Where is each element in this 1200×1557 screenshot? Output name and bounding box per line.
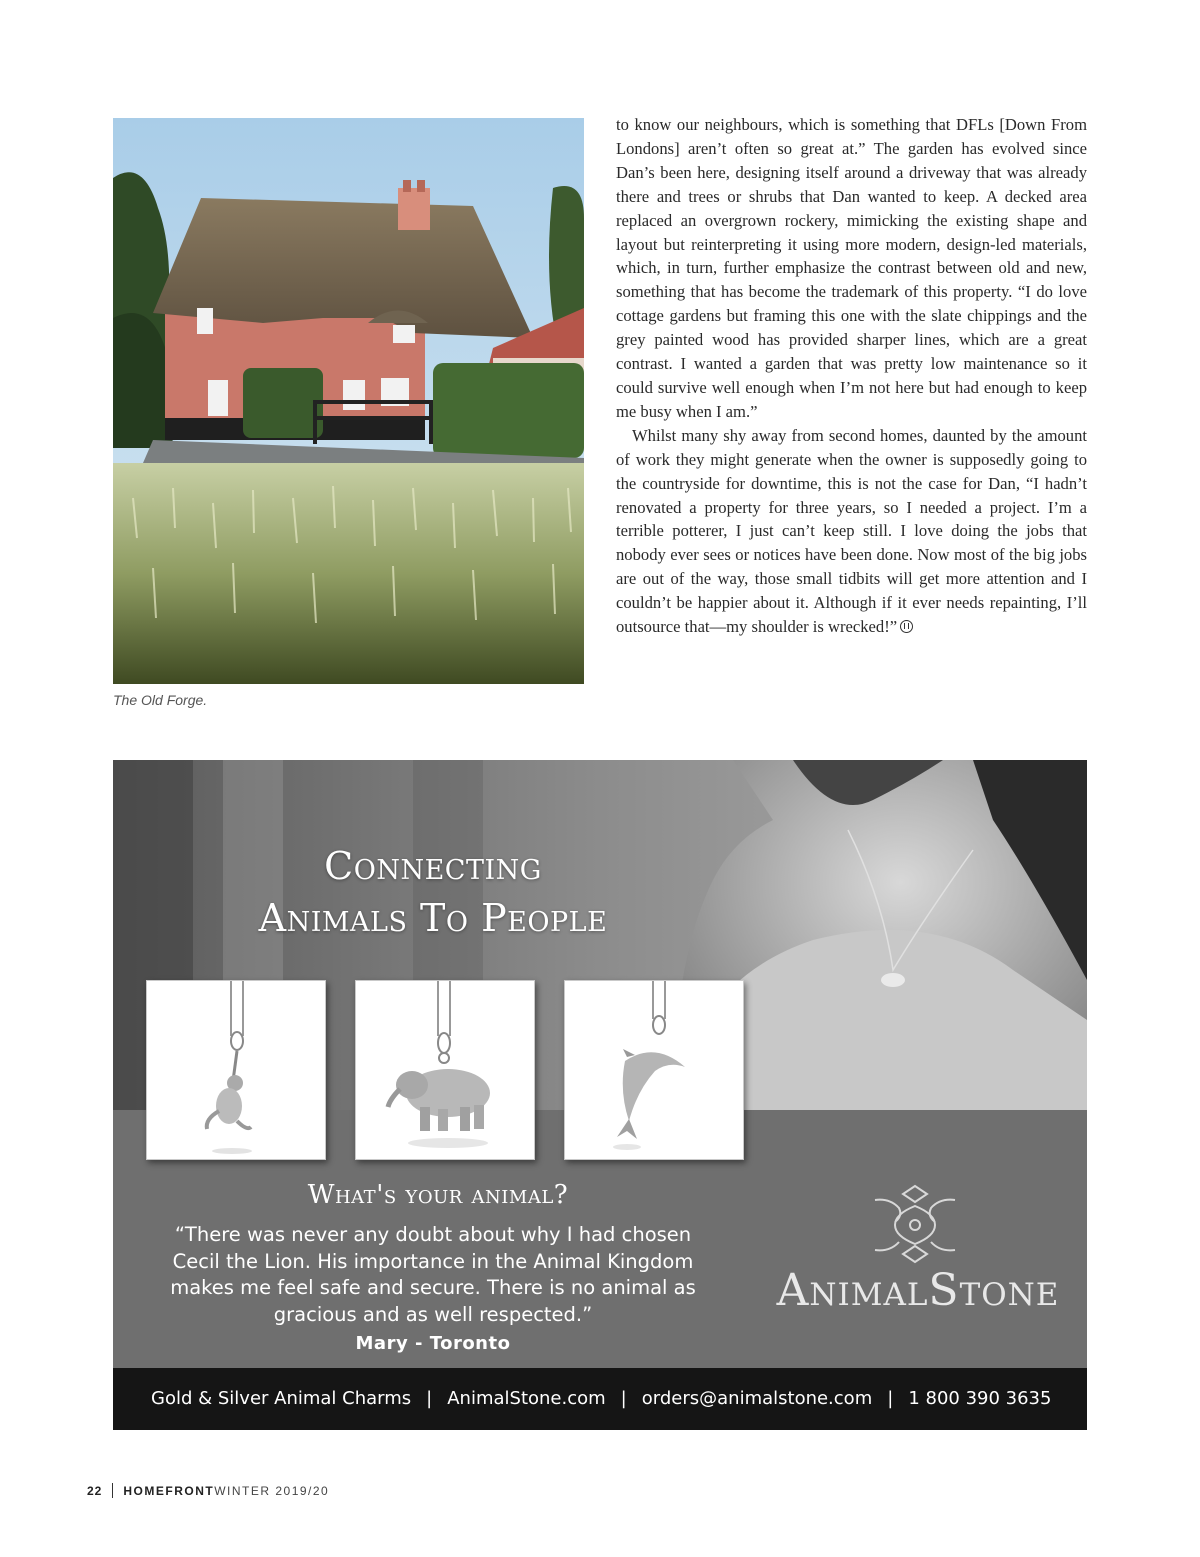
- ad-website-link[interactable]: AnimalStone.com: [447, 1388, 606, 1409]
- animalstone-advertisement: [113, 760, 1087, 1430]
- separator: |: [426, 1388, 433, 1409]
- ad-contact-bar: [113, 1368, 1087, 1430]
- article-paragraph: [616, 424, 1087, 639]
- article-body: [616, 113, 1087, 639]
- quote-line: gracious and as well respected.”: [273, 1302, 593, 1326]
- ad-headline: [113, 840, 753, 944]
- dolphin-charm-icon: [564, 980, 744, 1160]
- ad-contact-line: [151, 1388, 1051, 1409]
- ad-testimonial: [153, 1222, 713, 1328]
- monkey-charm-icon: [146, 980, 326, 1160]
- ad-headline-line-2: Animals To People: [258, 896, 608, 940]
- ad-phone-number[interactable]: 1 800 390 3635: [908, 1388, 1052, 1409]
- quote-line: “There was never any doubt about why I had chosen: [174, 1223, 692, 1246]
- ad-question: What's your animal?: [307, 1180, 569, 1210]
- footer-divider: [112, 1483, 113, 1498]
- page-footer: [87, 1483, 329, 1498]
- photo-caption: The Old Forge.: [113, 692, 208, 708]
- article-paragraph: to know our neighbours, which is something that DFLs [Down From Londons] aren’t often so great at.” The garden has evolved since Dan’s been here, designing itself around a driveway that was already there and trees or shrubs that Dan wanted to keep. A decked area replaced an overgrown rockery, mimicking the existing shape and layout but reinterpreting it using more modern, design-led materials, which, in turn, further emphasize the contrast between old and new, something that has become the trademark of this property. “I do love cottage gardens but framing this one with the slate chippings and the grey painted wood has provided sharper lines, which are a great contrast. I wanted a garden that was pretty low maintenance so it could survive well enough when I’m not here but had enough to keep me busy when I am.”: [616, 115, 1087, 421]
- magazine-name: HOMEFRONT: [123, 1484, 215, 1498]
- elephant-charm-icon: [355, 980, 535, 1160]
- ad-tagline: Gold & Silver Animal Charms: [151, 1388, 412, 1409]
- issue-label: WINTER 2019/20: [214, 1484, 330, 1498]
- testimonial-attribution: Mary - Toronto: [355, 1333, 511, 1354]
- quote-line: makes me feel safe and secure. There is no animal as: [170, 1276, 696, 1299]
- animalstone-emblem-icon: [865, 1180, 965, 1270]
- ad-email-link[interactable]: orders@animalstone.com: [641, 1388, 873, 1409]
- ad-headline-line-1: Connecting: [324, 844, 542, 888]
- homefront-end-mark-icon: [900, 620, 913, 633]
- quote-line: Cecil the Lion. His importance in the Animal Kingdom: [172, 1249, 694, 1273]
- separator: |: [887, 1388, 894, 1409]
- animalstone-logo: AnimalStone: [776, 1265, 1060, 1316]
- article-paragraph-text: Whilst many shy away from second homes, daunted by the amount of work they might generate when the owner is supposedly going to the countryside for downtime, this is not the case for Dan, “I hadn’t renovated a property for three years, so I needed a project. I’m a terrible potterer, I just can’t keep still. I love doing the jobs that nobody ever sees or notices have been done. Now most of the big jobs are out of the way, those small tidbits will get more attention and I couldn’t be happier about it. Although if it ever needs repainting, I’ll outsource that—my shoulder is wrecked!”: [616, 425, 1087, 637]
- page-number: 22: [87, 1484, 103, 1498]
- separator: |: [620, 1388, 627, 1409]
- cottage-photo: [113, 118, 584, 684]
